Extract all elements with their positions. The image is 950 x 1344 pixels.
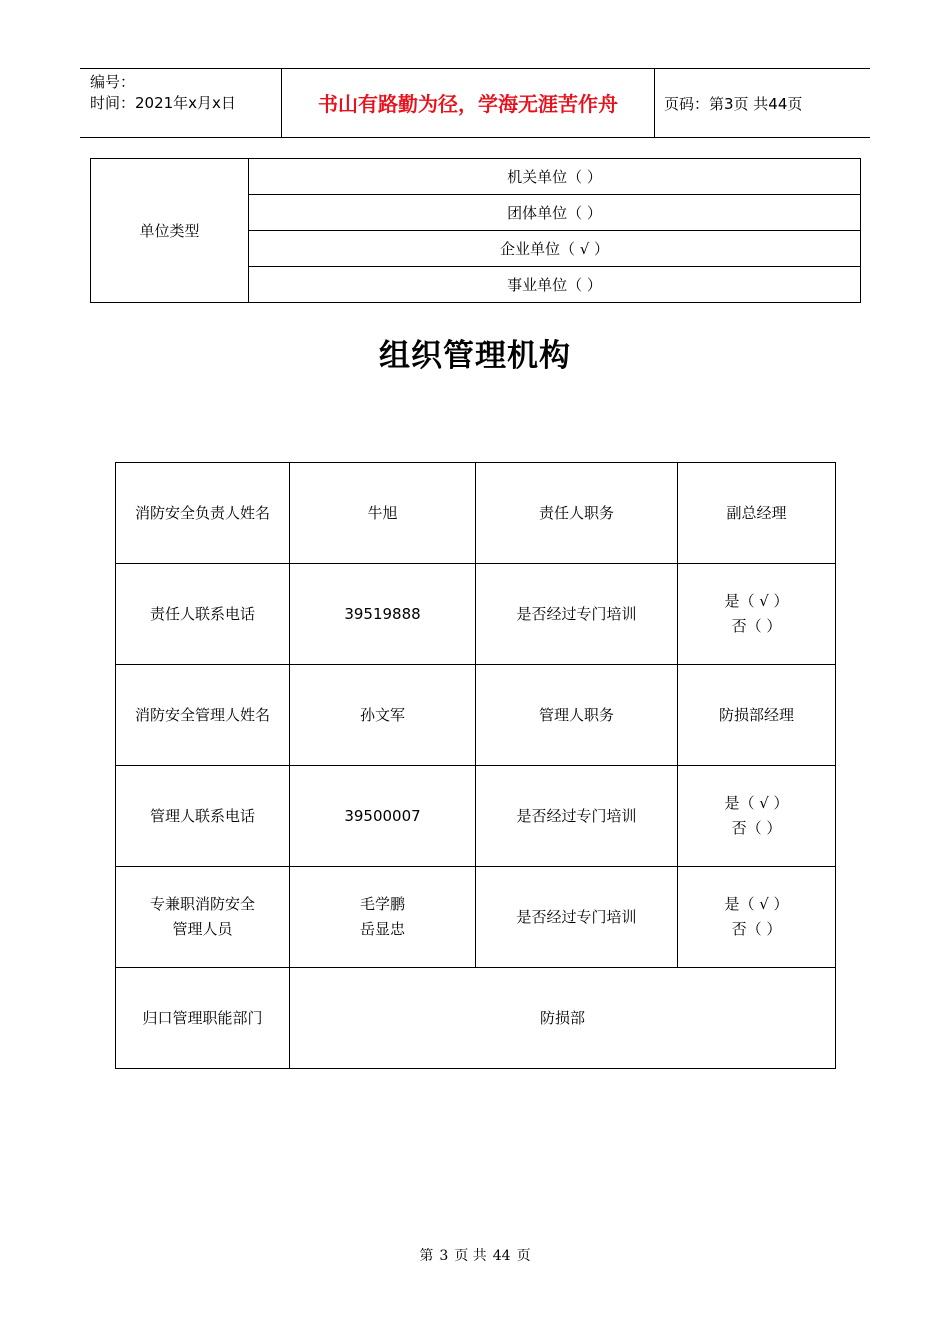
cell-label: 归口管理职能部门 — [116, 968, 290, 1069]
cell-label: 是否经过专门培训 — [476, 766, 678, 867]
cell-label — [116, 867, 290, 968]
yes-option: 是（ √ ） — [724, 592, 789, 610]
cell-label: 管理人联系电话 — [116, 766, 290, 867]
header-page-info: 页码：第3页 共44页 — [664, 95, 803, 113]
person-name: 毛学鹏 — [359, 895, 405, 913]
unit-type-option: 事业单位（ ） — [249, 267, 861, 303]
section-title: 组织管理机构 — [379, 338, 571, 374]
unit-type-option: 企业单位（ √ ） — [249, 231, 861, 267]
footer-prefix: 第 — [419, 1248, 434, 1264]
cell-value: 防损部经理 — [678, 665, 836, 766]
cell-label: 责任人联系电话 — [116, 564, 290, 665]
header-divider — [654, 69, 655, 137]
table-row — [116, 463, 836, 564]
unit-type-label: 单位类型 — [91, 159, 249, 303]
table-row — [116, 867, 836, 968]
table-row — [116, 665, 836, 766]
org-table — [115, 462, 836, 1069]
cell-value — [678, 766, 836, 867]
cell-label: 是否经过专门培训 — [476, 867, 678, 968]
yes-option: 是（ √ ） — [724, 895, 789, 913]
cell-value: 副总经理 — [678, 463, 836, 564]
unit-type-option: 团体单位（ ） — [249, 195, 861, 231]
cell-value: 孙文军 — [290, 665, 476, 766]
header-meta — [90, 72, 236, 114]
cell-label-line: 专兼职消防安全 — [149, 895, 255, 913]
cell-value — [678, 867, 836, 968]
footer-middle: 页 共 — [454, 1248, 487, 1264]
cell-label: 责任人职务 — [476, 463, 678, 564]
header-motto: 书山有路勤为径，学海无涯苦作舟 — [318, 92, 618, 116]
time-label: 时间：2021年x月x日 — [90, 94, 236, 112]
page-footer — [0, 1245, 950, 1265]
cell-value: 39519888 — [290, 564, 476, 665]
yes-option: 是（ √ ） — [724, 794, 789, 812]
footer-page-number: 3 — [439, 1248, 449, 1264]
no-option: 否（ ） — [731, 819, 782, 837]
cell-value — [290, 867, 476, 968]
footer-suffix: 页 — [516, 1248, 531, 1264]
table-row — [116, 766, 836, 867]
number-label: 编号： — [90, 73, 136, 91]
unit-type-table — [90, 158, 861, 303]
cell-label: 管理人职务 — [476, 665, 678, 766]
footer-total: 44 — [492, 1248, 511, 1264]
cell-value: 39500007 — [290, 766, 476, 867]
page-header — [80, 68, 870, 138]
person-name: 岳显忠 — [359, 920, 405, 938]
cell-label-line: 管理人员 — [172, 920, 233, 938]
table-row — [116, 968, 836, 1069]
unit-type-option: 机关单位（ ） — [249, 159, 861, 195]
cell-label: 消防安全负责人姓名 — [116, 463, 290, 564]
no-option: 否（ ） — [731, 920, 782, 938]
cell-value: 牛旭 — [290, 463, 476, 564]
no-option: 否（ ） — [731, 617, 782, 635]
cell-value: 防损部 — [290, 968, 836, 1069]
cell-label: 是否经过专门培训 — [476, 564, 678, 665]
table-row — [116, 564, 836, 665]
cell-value — [678, 564, 836, 665]
cell-label: 消防安全管理人姓名 — [116, 665, 290, 766]
